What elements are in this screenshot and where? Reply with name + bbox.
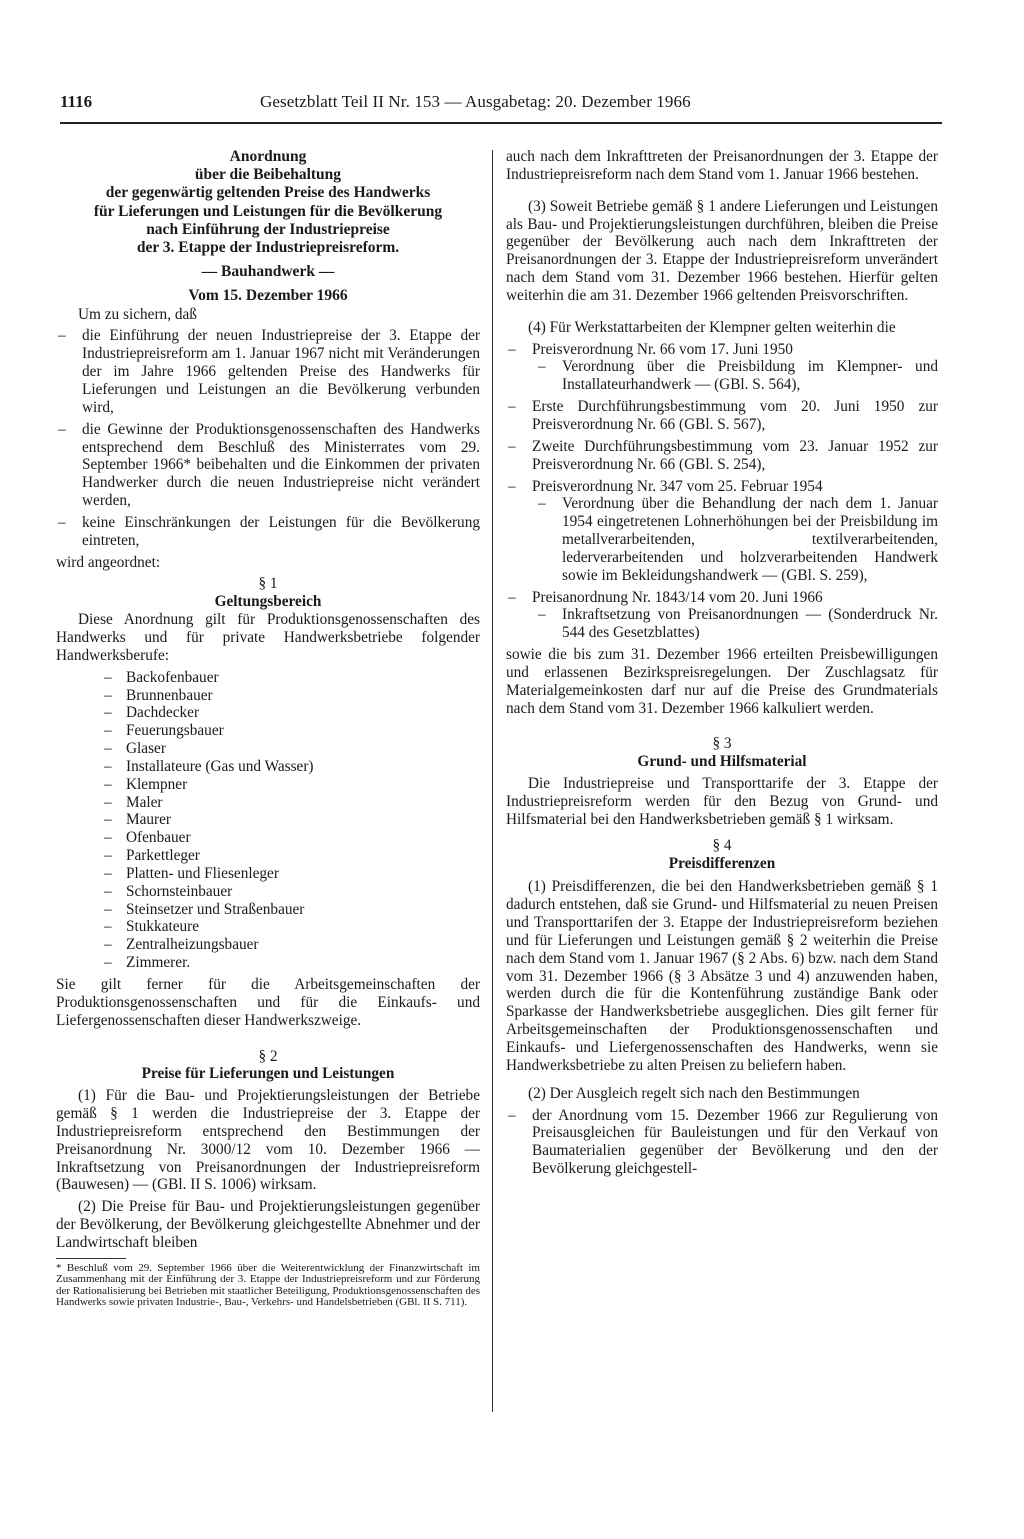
trades-list (104, 669, 480, 972)
list-item: – Parkettleger (104, 847, 480, 865)
section-paragraph: (1) Für die Bau- und Projektierungsleistungen der Betriebe gemäß § 1 werden die Industriepreise der 3. Etappe der Industriepreisreform entsprechend den Bestimmungen der Preisanordnung Nr. 3000/12 vom 10. Dezember 1966 — Inkraftsetzung von Preisanordnungen der Industriepreisreform (Bauwesen) — (GBl. II S. 1006) wirksam. (56, 1087, 480, 1194)
page-number: 1116 (60, 92, 93, 111)
list-item: – Preisverordnung Nr. 66 vom 17. Juni 1950 (506, 341, 938, 359)
list-item: – Zentralheizungsbauer (104, 936, 480, 954)
list-item: – Backofenbauer (104, 669, 480, 687)
section-number: § 2 (258, 1047, 278, 1065)
section-paragraph: (1) Preisdifferenzen, die bei den Handwerksbetrieben gemäß § 1 dadurch entstehen, daß sie Grund- und Hilfsmaterial zu neuen Preisen und Transporttarifen der 3. Etappe der Industriepreisreform beziehen und für Lieferungen und Leistungen gemäß § 2 weiterhin die Preise nach dem Stand vom 1. Januar 1967 (§ 2 Abs. 6) bzw. nach dem Stand vom 31. Dezember 1966 (§ 3 Absätze 3 und 4) anzuwenden haben, werden durch die für die Kontenführung zuständige Bank oder Sparkasse der Handwerksbetriebe ausgeglichen. Dies gilt ferner für Arbeitsgemeinschaften der Produktionsgenossenschaften und Einkaufs- und Liefergenossenschaften des Handwerks, wenn sie Handwerksbetriebe zu alten Preisen zu beliefern haben. (506, 878, 938, 1074)
list-item: – Glaser (104, 740, 480, 758)
intro-text: Um zu sichern, daß (78, 305, 197, 323)
section-paragraph: Die Industriepreise und Transporttarife der 3. Etappe der Industriepreisreform werden für den Bezug von Grund- und Hilfsmaterial bei den Handwerksbetrieben gemäß § 1 wirksam. (506, 775, 938, 828)
list-subitem: – Inkraftsetzung von Preisanordnungen — (Sonderdruck Nr. 544 des Gesetzblattes) (506, 606, 938, 642)
title-line: der 3. Etappe der Industriepreisreform. (136, 239, 400, 257)
list-item: – Erste Durchführungsbestimmung vom 20. Juni 1950 zur Preisverordnung Nr. 66 (GBl. S. 567), (506, 398, 938, 434)
header-rule (60, 122, 942, 124)
list-item: – Schornsteinbauer (104, 883, 480, 901)
list-item: – Dachdecker (104, 704, 480, 722)
list-item: – Zimmerer. (104, 954, 480, 972)
list-item: – der Anordnung vom 15. Dezember 1966 zur Regulierung von Preisausgleichen für Bauleistungen und für den Verkauf von Baumaterialien gegenüber der Bevölkerung und den der Bevölkerung gleichgestell- (506, 1107, 938, 1178)
section-paragraph: sowie die bis zum 31. Dezember 1966 erteilten Preisbewilligungen und erlassenen Bezirkspreisregelungen. Der Zuschlagsatz für Materialgemeinkosten darf nur auf die Preise des Grundmaterials nach dem Stand vom 31. Dezember 1966 kalkuliert werden. (506, 646, 938, 717)
footnote-rule (56, 1258, 126, 1259)
section-number: § 4 (712, 836, 732, 854)
section-text: Diese Anordnung gilt für Produktionsgenossenschaften des Handwerks und für private Handwerksbetriebe folgender Handwerksberufe: (56, 611, 480, 664)
title-line: der gegenwärtig geltenden Preise des Handwerks (105, 184, 431, 202)
title-line: Anordnung (229, 148, 307, 165)
column-divider (492, 150, 493, 1412)
list-item: – die Einführung der neuen Industriepreise der 3. Etappe der Industriepreisreform am 1. Januar 1967 nicht mit Veränderungen der im Jahre 1966 geltenden Preise des Handwerks für Lieferungen und Leistungen an die Bevölkerung verbunden wird, (56, 327, 480, 416)
list-item: – Preisverordnung Nr. 347 vom 25. Februar 1954 (506, 478, 938, 496)
subtitle: — Bauhandwerk — (201, 263, 335, 281)
section-number: § 3 (712, 735, 732, 753)
section-text: Sie gilt ferner für die Arbeitsgemeinschaften der Produktionsgenossenschaften und für die Einkaufs- und Liefergenossenschaften dieser Handwerkszweige. (56, 976, 480, 1029)
title-line: über die Beibehaltung (194, 166, 342, 184)
list-item: – Steinsetzer und Straßenbauer (104, 901, 480, 919)
running-head: Gesetzblatt Teil II Nr. 153 — Ausgabetag: 20. Dezember 1966 (260, 92, 691, 111)
section-paragraph: (2) Der Ausgleich regelt sich nach den Bestimmungen (528, 1084, 860, 1102)
section-title: Preise für Lieferungen und Leistungen (141, 1065, 395, 1083)
section-title: Geltungsbereich (214, 593, 322, 611)
list-item: – Maler (104, 794, 480, 812)
section-number: § 1 (258, 575, 278, 593)
list-item: – keine Einschränkungen der Leistungen für die Bevölkerung eintreten, (56, 514, 480, 550)
list-item: – Preisanordnung Nr. 1843/14 vom 20. Juni 1966 (506, 589, 938, 607)
list-item: – die Gewinne der Produktionsgenossenschaften des Handwerks entsprechend dem Beschluß des Ministerrates vom 29. September 1966* beibehalten und die Einkommen der privaten Handwerker durch die neuen Industriepreise nicht verändert werden, (56, 421, 480, 510)
ordered-text: wird angeordnet: (56, 553, 161, 571)
list-item: – Klempner (104, 776, 480, 794)
left-column (56, 148, 480, 1308)
right-column (506, 148, 938, 1178)
list-item: – Installateure (Gas und Wasser) (104, 758, 480, 776)
section-paragraph: (3) Soweit Betriebe gemäß § 1 andere Lieferungen und Leistungen als Bau- und Projektierungsleistungen durchführen, bleiben die Preise gegenüber der Bevölkerung auch nach dem Inkrafttreten der Preisanordnungen der 3. Etappe der Industriepreisreform unverändert nach dem Stand vom 31. Dezember 1966 bestehen. Hierfür gelten weiterhin die am 31. Dezember 1966 geltenden Preisvorschriften. (506, 197, 938, 304)
list-item: – Feuerungsbauer (104, 722, 480, 740)
list-item: – Maurer (104, 811, 480, 829)
list-subitem: – Verordnung über die Preisbildung im Klempner- und Installateurhandwerk — (GBl. S. 564), (506, 358, 938, 394)
page-header (60, 92, 940, 120)
document-date: Vom 15. Dezember 1966 (188, 287, 348, 305)
list-item: – Brunnenbauer (104, 687, 480, 705)
list-subitem: – Verordnung über die Behandlung der nach dem 1. Januar 1954 eingetretenen Lohnerhöhungen bei der Preisbildung im metallverarbeitenden, textilverarbeitenden, lederverarbeitenden und holzverarbeitenden Handwerk sowie im Bekleidungshandwerk — (GBl. S. 259), (506, 495, 938, 584)
list-item: – Stukkateure (104, 918, 480, 936)
section-title: Preisdifferenzen (668, 854, 776, 872)
title-line: für Lieferungen und Leistungen für die Bevölkerung (93, 202, 443, 220)
title-line: nach Einführung der Industriepreise (146, 220, 390, 238)
section-title: Grund- und Hilfsmaterial (637, 753, 807, 771)
footnote: * Beschluß vom 29. September 1966 über die Weiterentwicklung der Finanzwirtschaft im Zusammenhang mit der Einführung der 3. Etappe der Industriepreisreform und zur Förderung der Rationalisierung bei Betrieben mit staatlicher Beteiligung, Produktionsgenossenschaften des Handwerks sowie privaten Industrie-, Bau-, Verkehrs- und Handelsbetrieben (GBl. II S. 711). (56, 1261, 480, 1309)
section-paragraph: (4) Für Werkstattarbeiten der Klempner gelten weiterhin die (528, 318, 896, 336)
list-item: – Platten- und Fliesenleger (104, 865, 480, 883)
section-paragraph: auch nach dem Inkrafttreten der Preisanordnungen der 3. Etappe der Industriepreisreform nach dem Stand vom 1. Januar 1966 bestehen. (506, 148, 938, 183)
list-item: – Zweite Durchführungsbestimmung vom 23. Januar 1952 zur Preisverordnung Nr. 66 (GBl. S. 254), (506, 438, 938, 474)
section-paragraph: (2) Die Preise für Bau- und Projektierungsleistungen gegenüber der Bevölkerung, der Bevölkerung gleichgestellte Abnehmer und der Landwirtschaft bleiben (56, 1198, 480, 1251)
list-item: – Ofenbauer (104, 829, 480, 847)
